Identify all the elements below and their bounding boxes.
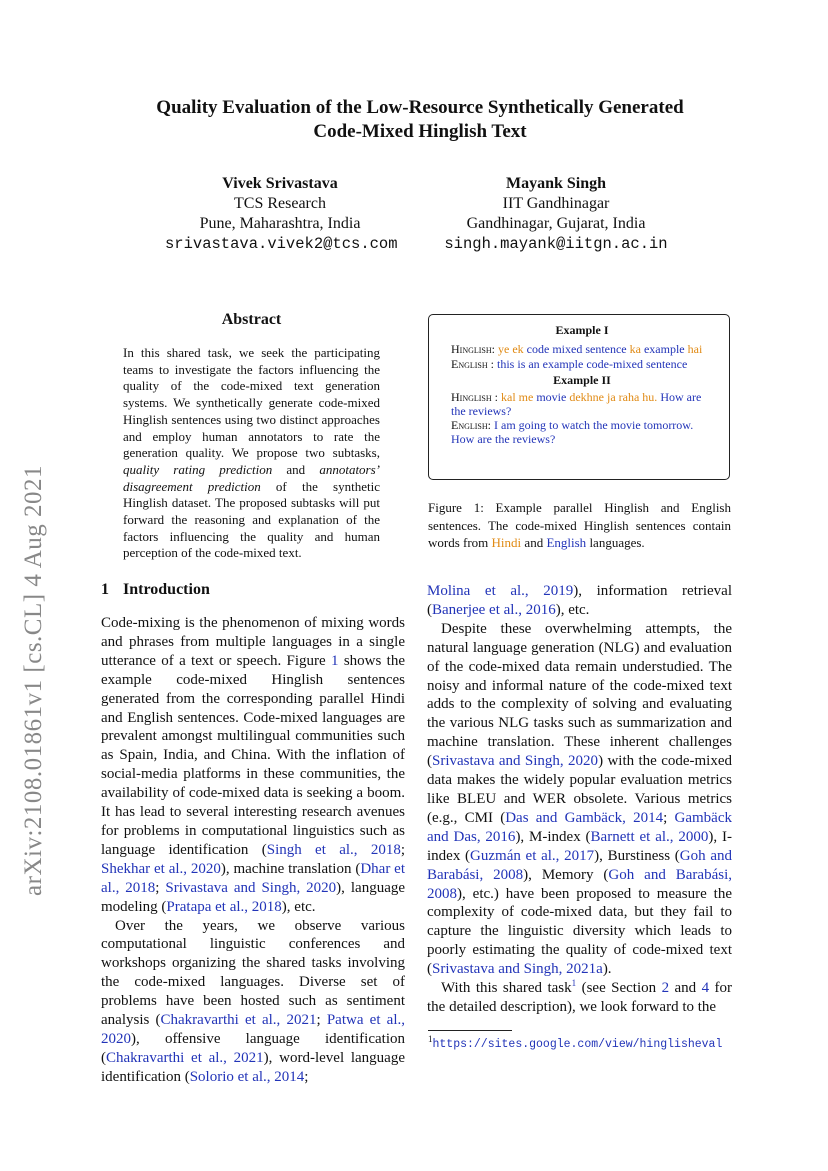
- text: ), offensive language identification (: [101, 1030, 405, 1066]
- hinglish-label: Hinglish: [451, 342, 492, 356]
- abstract-emphasis: quality rating prediction: [123, 461, 273, 477]
- abstract-text: [123, 345, 380, 562]
- arxiv-identifier: arXiv:2108.01861v1 [cs.CL] 4 Aug 2021: [20, 465, 47, 896]
- section-ref-link[interactable]: 2: [661, 980, 670, 997]
- citation-link[interactable]: Chakravarthi et al., 2021: [106, 1049, 264, 1066]
- author-location: Gandhinagar, Gujarat, India: [466, 215, 646, 232]
- author-location: Pune, Maharashtra, India: [199, 215, 361, 232]
- citation-link[interactable]: Dhar et al., 2018: [101, 860, 405, 896]
- intro-paragraph-3: [427, 620, 732, 979]
- section-heading-introduction: [101, 581, 210, 599]
- abstract-text-part: and: [272, 461, 320, 477]
- text: ), Burstiness (: [594, 847, 680, 864]
- author-name: Vivek Srivastava: [222, 175, 338, 192]
- citation-link[interactable]: Shekhar et al., 2020: [101, 860, 221, 877]
- english-sentence: this is an example code-mixed sentence: [497, 357, 688, 371]
- text: Despite these overwhelming attempts, the natural language generation (NLG) and evaluation of the code-mixed data remain understudied. The noisy and informal nature of the code-mixed text adds to the complexity of solving and evaluating the various NLG tasks such as summarization and machine translation. These inherent challenges (: [427, 620, 732, 770]
- hindi-words: hai: [687, 342, 703, 356]
- example-2-english: English: I am going to watch the movie tomorrow. How are the reviews?: [451, 418, 694, 446]
- english-words: movie: [536, 390, 567, 404]
- section-ref-link[interactable]: 4: [701, 980, 710, 997]
- hindi-words: kal me: [501, 390, 534, 404]
- footnote-divider: [428, 1030, 512, 1031]
- citation-link[interactable]: Banerjee et al., 2016: [432, 601, 556, 618]
- citation-link[interactable]: Molina et al., 2019: [427, 583, 574, 599]
- text: With this shared task: [441, 980, 572, 997]
- paper-title: [100, 96, 740, 144]
- text: ), Memory (: [523, 866, 609, 883]
- citation-link[interactable]: Goh and Barabási, 2008: [427, 866, 732, 902]
- footnote-marker-link[interactable]: 1: [571, 978, 577, 989]
- author-name: Mayank Singh: [505, 175, 607, 192]
- caption-english: English: [546, 535, 587, 550]
- text: ), language modeling (: [101, 879, 406, 915]
- citation-link[interactable]: Barnett et al., 2000: [590, 828, 709, 845]
- citation-link[interactable]: Singh et al., 2018: [266, 841, 401, 858]
- text: (see Section: [576, 980, 662, 997]
- citation-link[interactable]: Das and Gambäck, 2014: [505, 809, 664, 826]
- text: ).: [602, 961, 612, 978]
- english-label: English: [451, 418, 488, 432]
- hindi-words: ye ek: [498, 342, 524, 356]
- intro-paragraph-4: [427, 979, 732, 1017]
- author-email: singh.mayank@iitgn.ac.in: [444, 235, 668, 253]
- text: Over the years, we observe various computational linguistic conferences and workshops organizing the shared tasks involving the code-mixed languages. Diverse set of problems have been hosted such as sentiment analysis (: [101, 917, 405, 1029]
- text: Code-mixing is the phenomenon of mixing words and phrases from multiple languages in a single utterance of a text or speech. Figure: [101, 615, 405, 669]
- footnote-url-link[interactable]: https://sites.google.com/view/hinglisheval: [432, 1038, 723, 1051]
- text: ), etc.: [555, 601, 590, 618]
- abstract-text-part: In this shared task, we seek the participating teams to investigate the factors influencing the quality of the code-mixed text generation systems. We synthetically generate code-mixed Hinglish sentences using two distinct approaches and employ human annotators to rate the generation quality. We propose two subtasks,: [123, 345, 380, 461]
- hindi-words: dekhne ja raha hu.: [569, 390, 658, 404]
- footnote: [428, 1034, 728, 1052]
- figure-1-caption: [428, 499, 731, 552]
- caption-hindi: Hindi: [491, 535, 522, 550]
- text: ;: [663, 809, 675, 826]
- author-block-2: [436, 174, 676, 254]
- abstract-text-part: of the synthetic Hinglish dataset. The proposed subtasks will put forward the reasoning and explanation of the factors influencing the quality and human perception of the code-mixed text.: [123, 478, 380, 561]
- english-words: How are the reviews?: [451, 390, 702, 418]
- author-org: IIT Gandhinagar: [502, 195, 610, 212]
- text: ), word-level language identification (: [101, 1049, 405, 1085]
- example-1-english: English : this is an example code-mixed sentence: [451, 357, 688, 371]
- citation-link[interactable]: Guzmán et al., 2017: [470, 847, 595, 864]
- title-line-1: Quality Evaluation of the Low-Resource Synthetically Generated: [156, 97, 684, 118]
- text: ), M-index (: [515, 828, 591, 845]
- footnote-mark: 1: [428, 1034, 433, 1045]
- citation-link[interactable]: Chakravarthi et al., 2021: [160, 1012, 317, 1029]
- text: ) with the code-mixed data makes the widely popular evaluation metrics like BLEU and WER obsolete. Various metrics (e.g., CMI (: [427, 753, 733, 826]
- abstract-heading: Abstract: [221, 311, 282, 328]
- right-column: [427, 582, 732, 1017]
- title-line-2: Code-Mixed Hinglish Text: [313, 121, 527, 142]
- example-1-hinglish: Hinglish: ye ek code mixed sentence ka example hai: [451, 342, 703, 356]
- text: ;: [316, 1012, 327, 1029]
- intro-paragraph-2-continued: [427, 582, 732, 620]
- citation-link[interactable]: Srivastava and Singh, 2021a: [432, 961, 603, 978]
- caption-text: Figure 1: Example parallel Hinglish and English sentences. The code-mixed Hinglish sentences contain words from: [428, 500, 731, 550]
- section-title: Introduction: [123, 581, 210, 598]
- english-sentence: I am going to watch the movie tomorrow. How are the reviews?: [451, 418, 694, 446]
- text: shows the example code-mixed Hinglish sentences generated from the corresponding parallel Hindi and English sentences. Code-mixed languages are prevalent amongst multilingual communities such as Spain, India, and China. With the inflation of social-media platforms in these communities, the availability of code-mixed data is seeking a boom. It has lead to several interesting research avenues for problems in computational linguistics such as language identification (: [101, 652, 405, 858]
- example-2-hinglish: Hinglish : kal me movie dekhne ja raha hu. How are the reviews?: [451, 390, 702, 418]
- text: ), etc.) have been proposed to measure the complexity of code-mixed data, but they fail to capture the linguistic diversity which leads to poorly estimating the quality of code-mixed text (: [427, 885, 732, 978]
- author-email: srivastava.vivek2@tcs.com: [165, 235, 398, 253]
- hindi-words: ka: [629, 342, 641, 356]
- hinglish-label: Hinglish: [451, 390, 492, 404]
- caption-text: languages.: [586, 535, 645, 550]
- text: ;: [155, 879, 166, 896]
- english-words: code mixed sentence: [526, 342, 627, 356]
- caption-text: and: [521, 535, 547, 550]
- text: ), I-index (: [427, 828, 732, 864]
- figure-ref-link[interactable]: 1: [331, 652, 339, 669]
- english-words: example: [643, 342, 685, 356]
- author-org: TCS Research: [234, 195, 326, 212]
- text: and: [669, 980, 702, 997]
- example-1-title: Example I: [555, 323, 609, 337]
- text: ), information retrieval (: [427, 583, 733, 618]
- section-number: 1: [101, 581, 109, 598]
- author-block-1: [165, 174, 398, 254]
- example-2-title: Example II: [553, 373, 611, 387]
- left-column: [101, 614, 405, 1087]
- text: for the detailed description), we look forward to the: [427, 980, 733, 1015]
- citation-link[interactable]: Solorio et al., 2014: [189, 1068, 305, 1085]
- abstract-emphasis: annotators’ disagreement prediction: [123, 461, 380, 494]
- text: ), machine translation (: [220, 860, 361, 877]
- citation-link[interactable]: Patwa et al., 2020: [101, 1012, 405, 1047]
- citation-link[interactable]: Srivastava and Singh, 2020: [165, 879, 337, 896]
- text: ), etc.: [281, 898, 316, 915]
- figure-1-example-box: [428, 314, 730, 480]
- intro-paragraph-1: [101, 614, 405, 917]
- citation-link[interactable]: Goh and Barabási, 2008: [427, 847, 732, 883]
- citation-link[interactable]: Srivastava and Singh, 2020: [432, 753, 599, 770]
- text: ;: [304, 1068, 309, 1085]
- intro-paragraph-2: [101, 917, 405, 1087]
- citation-link[interactable]: Pratapa et al., 2018: [166, 898, 282, 915]
- citation-link[interactable]: Gambäck and Das, 2016: [427, 809, 732, 845]
- text: ;: [400, 841, 405, 858]
- english-label: English: [451, 357, 488, 371]
